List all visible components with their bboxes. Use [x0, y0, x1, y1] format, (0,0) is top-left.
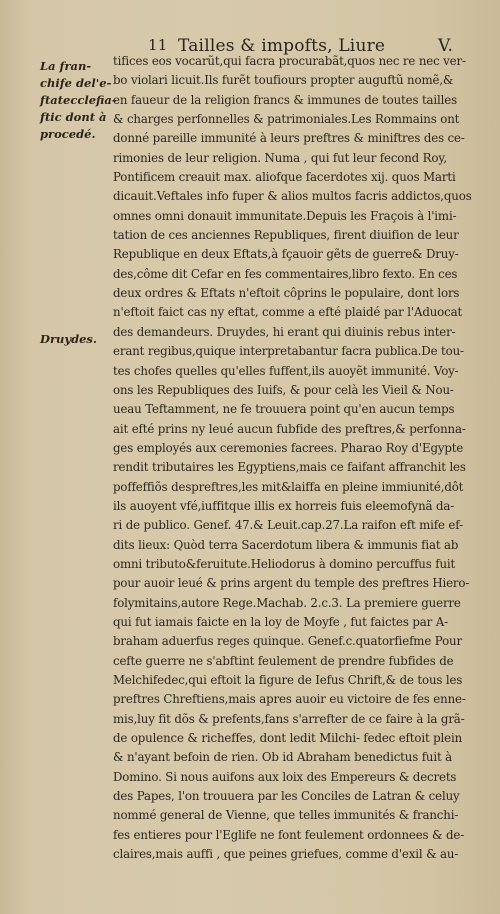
text-line: ait efté prins ny leué aucun fubfide des preftres,& perfonna- [113, 421, 466, 436]
text-line: nommé general de Vienne, que telles immunités & franchi- [113, 808, 459, 823]
text-line: n'eftoit faict cas ny eftat, comme a efté plaidé par l'Aduocat [113, 305, 463, 320]
text-line: ueau Teftamment, ne fe trouuera point qu'en aucun temps [113, 402, 455, 417]
text-line: rimonies de leur religion. Numa , qui fut leur fecond Roy, [113, 150, 447, 165]
margin-note-druydes [40, 331, 115, 348]
text-line: Republique en deux Eftats,à fçauoir gẽts de guerre& Druy- [113, 247, 459, 262]
text-line: ons les Republiques des Iuifs, & pour celà les Vieil & Nou- [113, 382, 454, 397]
text-line: donné pareille immunité à leurs preftres & miniftres des ce- [113, 131, 465, 146]
text-line: mis,luy fit dõs & prefents,fans s'arrefter de ce faire à la grã- [113, 711, 465, 726]
margin-note-line: Druydes. [40, 332, 97, 346]
text-line: ri de publico. Genef. 47.& Leuit.cap.27.La raifon eft mife ef- [113, 518, 463, 533]
text-line: tifices eos vocarũt,qui facra procurabãt,quos nec re nec ver- [113, 54, 466, 68]
margin-note-line: La fran- [40, 59, 92, 73]
text-line: folymitains,autore Rege.Machab. 2.c.3. La premiere guerre [113, 595, 461, 610]
text-line: tation de ces anciennes Republiques, firent diuifion de leur [113, 228, 459, 243]
text-line: pour auoir leué & prins argent du temple des preftres Hiero- [113, 576, 470, 591]
text-line: cefte guerre ne s'abftint feulement de prendre fubfides de [113, 653, 454, 668]
margin-note-line: chife del'e- [40, 76, 112, 90]
text-line: Melchifedec,qui eftoit la figure de Iefus Chrift,& de tous les [113, 673, 463, 687]
text-line: poffeffiõs despreftres,les mit&laiffa en pleine immiunité,dôt [113, 479, 464, 494]
margin-note-line: ftatecclefia- [40, 93, 117, 107]
text-line: claires,mais auffi , que peines griefues, comme d'exil & au- [113, 847, 459, 862]
text-line: braham aduerfus reges quinque. Genef.c.quatorfiefme Pour [113, 634, 462, 649]
text-line: en faueur de la religion francs & immunes de toutes tailles [113, 92, 458, 107]
folio-number: 11 [148, 36, 168, 54]
text-line: ges employés aux ceremonies facrees. Pharao Roy d'Egypte [113, 440, 464, 455]
text-line: rendit tributaires les Egyptiens,mais ce faifant affranchit les [113, 460, 466, 475]
text-line: ils auoyent vfé,iuffitque illis ex horreis fuis eleemofynã da- [113, 498, 455, 513]
body-text [113, 52, 485, 864]
text-line: deux ordres & Eftats n'eftoit côprins le populaire, dont lors [113, 286, 460, 301]
text-line: tes chofes quelles qu'elles fuffent,ils auoyẽt immunité. Voy- [113, 363, 459, 378]
text-line: des,côme dit Cefar en fes commentaires,libro fexto. En ces [113, 266, 458, 281]
running-title: Tailles & impofts, Liure [178, 36, 386, 56]
text-line: & charges perfonnelles & patrimoniales.Les Rommains ont [113, 112, 460, 127]
text-line: omnes omni donauit immunitate.Depuis les Fraçois à l'imi- [113, 208, 457, 223]
book-number: V. [438, 36, 454, 56]
text-line: omni tributo&feruitute.Heliodorus à domino percuffus fuit [113, 556, 456, 571]
text-line: bo violari licuit.Ils furẽt toufiours propter auguftũ nomẽ,& [113, 73, 454, 88]
text-line: erant regibus,quique interpretabantur facra publica.De tou- [113, 344, 464, 359]
margin-note-line: procedé. [40, 127, 96, 141]
margin-note-line: ftic dont à [40, 110, 107, 124]
text-line: dits lieux: Quòd terra Sacerdotum libera & immunis fiat ab [113, 537, 459, 552]
text-line: Pontificem creauit max. aliofque facerdotes xij. quos Marti [113, 170, 456, 185]
text-line: de opulence & richeffes, dont ledit Milchi- fedec eftoit plein [113, 731, 463, 746]
text-line: preftres Chreftiens,mais apres auoir eu victoire de fes enne- [113, 692, 466, 707]
text-line: Domino. Si nous auifons aux loix des Empereurs & decrets [113, 769, 457, 784]
text-line: des Papes, l'on trouuera par les Conciles de Latran & celuy [113, 789, 460, 804]
text-line: dicauit.Veftales info fuper & alios multos facris addictos,quos [113, 189, 472, 204]
text-line: fes entieres pour l'Eglife ne font feulement ordonnees & de- [113, 827, 465, 842]
text-line: qui fut iamais faicte en la loy de Moyfe , fut faictes par A- [113, 614, 448, 629]
text-line: & n'ayant befoin de rien. Ob id Abraham benedictus fuit à [113, 750, 453, 765]
margin-note-franchise [40, 58, 115, 143]
text-line: des demandeurs. Druydes, hi erant qui diuinis rebus inter- [113, 324, 456, 339]
